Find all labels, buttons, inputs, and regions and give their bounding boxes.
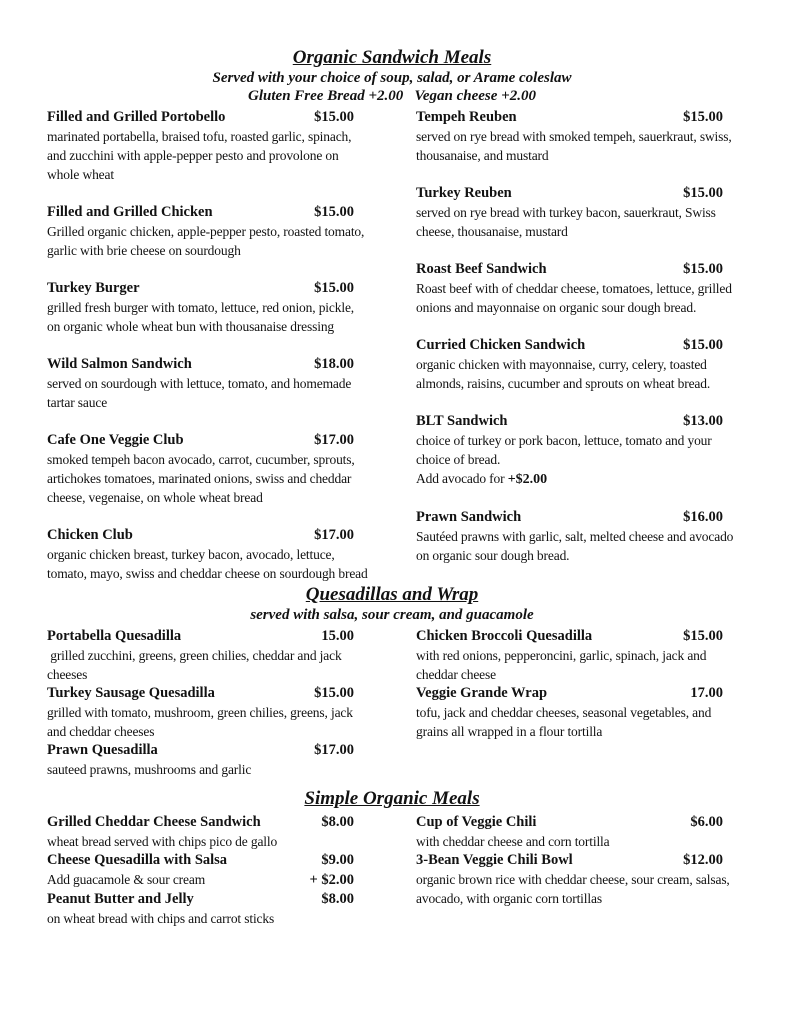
- item-description: Grilled organic chicken, apple-pepper pesto, roasted tomato, garlic with brie cheese on sourdough: [47, 224, 368, 258]
- item-description: tofu, jack and cheddar cheeses, seasonal vegetables, and grains all wrapped in a flour tortilla: [416, 705, 715, 739]
- menu-item: [416, 108, 737, 165]
- menu-item: [47, 431, 368, 507]
- item-description: Roast beef with of cheddar cheese, tomatoes, lettuce, grilled onions and mayonnaise on organic sour dough bread.: [416, 281, 736, 315]
- item-description: grilled zucchini, greens, green chilies, cheddar and jack cheeses: [47, 648, 345, 682]
- item-header: [416, 851, 737, 870]
- item-header: [416, 184, 737, 203]
- item-header: [416, 813, 737, 832]
- item-price: $15.00: [683, 628, 723, 644]
- item-price: $17.00: [314, 742, 354, 758]
- item-name: Portabella Quesadilla: [47, 628, 182, 644]
- item-description: choice of turkey or pork bacon, lettuce, tomato and your choice of bread.: [416, 433, 715, 467]
- section-simple-organic-meals: [47, 787, 737, 928]
- section-quesadillas-and-wrap: [47, 583, 737, 779]
- item-name: Chicken Broccoli Quesadilla: [416, 628, 593, 644]
- section-organic-sandwich-meals: [47, 46, 737, 583]
- item-price: $8.00: [321, 814, 354, 830]
- section-title: Quesadillas and Wrap: [305, 584, 479, 605]
- item-header: [47, 890, 368, 909]
- section-header: [47, 46, 737, 105]
- section-columns: [47, 813, 737, 928]
- menu-item: [416, 851, 737, 908]
- item-price: $16.00: [683, 509, 723, 525]
- section-columns: [47, 627, 737, 779]
- item-name: Filled and Grilled Chicken: [47, 204, 213, 220]
- item-price: $15.00: [683, 185, 723, 201]
- item-price: $12.00: [683, 852, 723, 868]
- item-price: $15.00: [683, 337, 723, 353]
- item-description: grilled fresh burger with tomato, lettuce, red onion, pickle, on organic whole wheat bun with thousanaise dressing: [47, 300, 358, 334]
- item-price: $15.00: [683, 261, 723, 277]
- item-header: [416, 684, 737, 703]
- addon-note-text: Add avocado for: [416, 471, 508, 486]
- menu-item: [416, 813, 737, 851]
- item-name: Turkey Burger: [47, 280, 140, 296]
- item-name: Filled and Grilled Portobello: [47, 109, 226, 125]
- item-price: $9.00: [321, 852, 354, 868]
- section-columns: [47, 108, 737, 583]
- item-header: [416, 508, 737, 527]
- item-price: $15.00: [314, 685, 354, 701]
- item-name: Cheese Quesadilla with Salsa: [47, 852, 228, 868]
- item-header: [416, 412, 737, 431]
- item-header: [416, 260, 737, 279]
- item-name: Grilled Cheddar Cheese Sandwich: [47, 814, 261, 830]
- item-description: sauteed prawns, mushrooms and garlic: [47, 762, 252, 777]
- item-description: grilled with tomato, mushroom, green chilies, greens, jack and cheddar cheeses: [47, 705, 357, 739]
- item-name: Cup of Veggie Chili: [416, 814, 537, 830]
- item-header: [47, 355, 368, 374]
- item-header: [47, 851, 368, 870]
- column-right: [416, 627, 737, 779]
- section-header: [47, 583, 737, 624]
- item-description: served on sourdough with lettuce, tomato, and homemade tartar sauce: [47, 376, 355, 410]
- item-price: $17.00: [314, 527, 354, 543]
- column-left: [47, 813, 368, 928]
- item-price: $15.00: [314, 109, 354, 125]
- item-description: Sautéed prawns with garlic, salt, melted cheese and avocado on organic sour dough bread.: [416, 529, 737, 563]
- menu-item: [47, 279, 368, 336]
- item-price: $15.00: [314, 204, 354, 220]
- item-price: $17.00: [314, 432, 354, 448]
- menu-item: [416, 627, 737, 684]
- section-title: Simple Organic Meals: [304, 788, 480, 809]
- item-header: [47, 684, 368, 703]
- item-name: Wild Salmon Sandwich: [47, 356, 192, 372]
- item-price: $15.00: [314, 280, 354, 296]
- column-right: [416, 813, 737, 928]
- section-subtitle: Served with your choice of soup, salad, or Arame coleslaw: [212, 70, 572, 86]
- item-addon-note: [416, 469, 737, 489]
- section-subtitle: served with salsa, sour cream, and guacamole: [250, 607, 534, 623]
- menu-item: [416, 260, 737, 317]
- menu-item: [47, 890, 368, 928]
- item-price: $15.00: [683, 109, 723, 125]
- menu-item: [416, 684, 737, 741]
- item-name: Chicken Club: [47, 527, 133, 543]
- menu-item: [47, 741, 368, 779]
- item-name: Curried Chicken Sandwich: [416, 337, 586, 353]
- item-name: Veggie Grande Wrap: [416, 685, 548, 701]
- item-name: Peanut Butter and Jelly: [47, 891, 194, 907]
- menu-item: [416, 508, 737, 565]
- addon-note-price: +$2.00: [507, 472, 548, 487]
- item-price: $18.00: [314, 356, 354, 372]
- item-header: [47, 203, 368, 222]
- item-description: served on rye bread with smoked tempeh, sauerkraut, swiss, thousanaise, and mustard: [416, 129, 735, 163]
- menu-item: [47, 627, 368, 684]
- item-header: [47, 526, 368, 545]
- menu-item: [416, 336, 737, 393]
- item-description: with red onions, pepperoncini, garlic, spinach, jack and cheddar cheese: [416, 648, 710, 682]
- addon-label: Add guacamole & sour cream: [47, 872, 206, 887]
- item-description: smoked tempeh bacon avocado, carrot, cucumber, sprouts, artichokes tomatoes, marinated onions, swiss and cheddar cheese, vegenaise, on whole wheat bread: [47, 452, 358, 505]
- item-description: on wheat bread with chips and carrot sticks: [47, 911, 275, 926]
- item-name: Roast Beef Sandwich: [416, 261, 547, 277]
- item-price: $13.00: [683, 413, 723, 429]
- menu-item: [47, 684, 368, 741]
- item-header: [47, 279, 368, 298]
- item-description: with cheddar cheese and corn tortilla: [416, 834, 610, 849]
- menu-item: [47, 813, 368, 851]
- item-header: [47, 108, 368, 127]
- menu-item: [47, 203, 368, 260]
- item-name: Prawn Sandwich: [416, 509, 522, 525]
- column-right: [416, 108, 737, 583]
- item-name: Tempeh Reuben: [416, 109, 517, 125]
- item-price: 17.00: [690, 685, 723, 701]
- item-description: served on rye bread with turkey bacon, sauerkraut, Swiss cheese, thousanaise, mustard: [416, 205, 719, 239]
- menu-item: [416, 412, 737, 489]
- item-description: organic chicken with mayonnaise, curry, celery, toasted almonds, raisins, cucumber and sprouts on wheat bread.: [416, 357, 711, 391]
- section-subtitle-pricing: Gluten Free Bread +2.00 Vegan cheese +2.00: [248, 88, 536, 104]
- column-left: [47, 108, 368, 583]
- item-header: [416, 336, 737, 355]
- item-description: organic chicken breast, turkey bacon, avocado, lettuce, tomato, mayo, swiss and cheddar cheese on sourdough bread: [47, 547, 368, 581]
- item-header: [416, 108, 737, 127]
- column-left: [47, 627, 368, 779]
- item-price: 15.00: [321, 628, 354, 644]
- menu-item: [47, 355, 368, 412]
- item-description: wheat bread served with chips pico de gallo: [47, 834, 278, 849]
- item-name: Cafe One Veggie Club: [47, 432, 184, 448]
- addon-price: + $2.00: [309, 872, 354, 888]
- item-header: [47, 627, 368, 646]
- item-price: $8.00: [321, 891, 354, 907]
- menu-item: [47, 526, 368, 583]
- item-price: $6.00: [690, 814, 723, 830]
- item-header: [47, 431, 368, 450]
- menu-item: [47, 108, 368, 184]
- item-header: [416, 627, 737, 646]
- section-header: [47, 787, 737, 810]
- item-name: Turkey Reuben: [416, 185, 512, 201]
- item-header: [47, 813, 368, 832]
- item-name: Prawn Quesadilla: [47, 742, 158, 758]
- item-name: BLT Sandwich: [416, 413, 508, 429]
- menu-item: [416, 184, 737, 241]
- section-title: Organic Sandwich Meals: [292, 47, 492, 68]
- item-name: 3-Bean Veggie Chili Bowl: [416, 852, 573, 868]
- menu-item: [47, 851, 368, 890]
- item-description: marinated portabella, braised tofu, roasted garlic, spinach, and zucchini with apple-pepper pesto and provolone on whole wheat: [47, 129, 355, 182]
- item-header: [47, 741, 368, 760]
- item-description: organic brown rice with cheddar cheese, sour cream, salsas, avocado, with organic corn tortillas: [416, 872, 733, 906]
- item-addon-row: [47, 870, 368, 890]
- item-name: Turkey Sausage Quesadilla: [47, 685, 215, 701]
